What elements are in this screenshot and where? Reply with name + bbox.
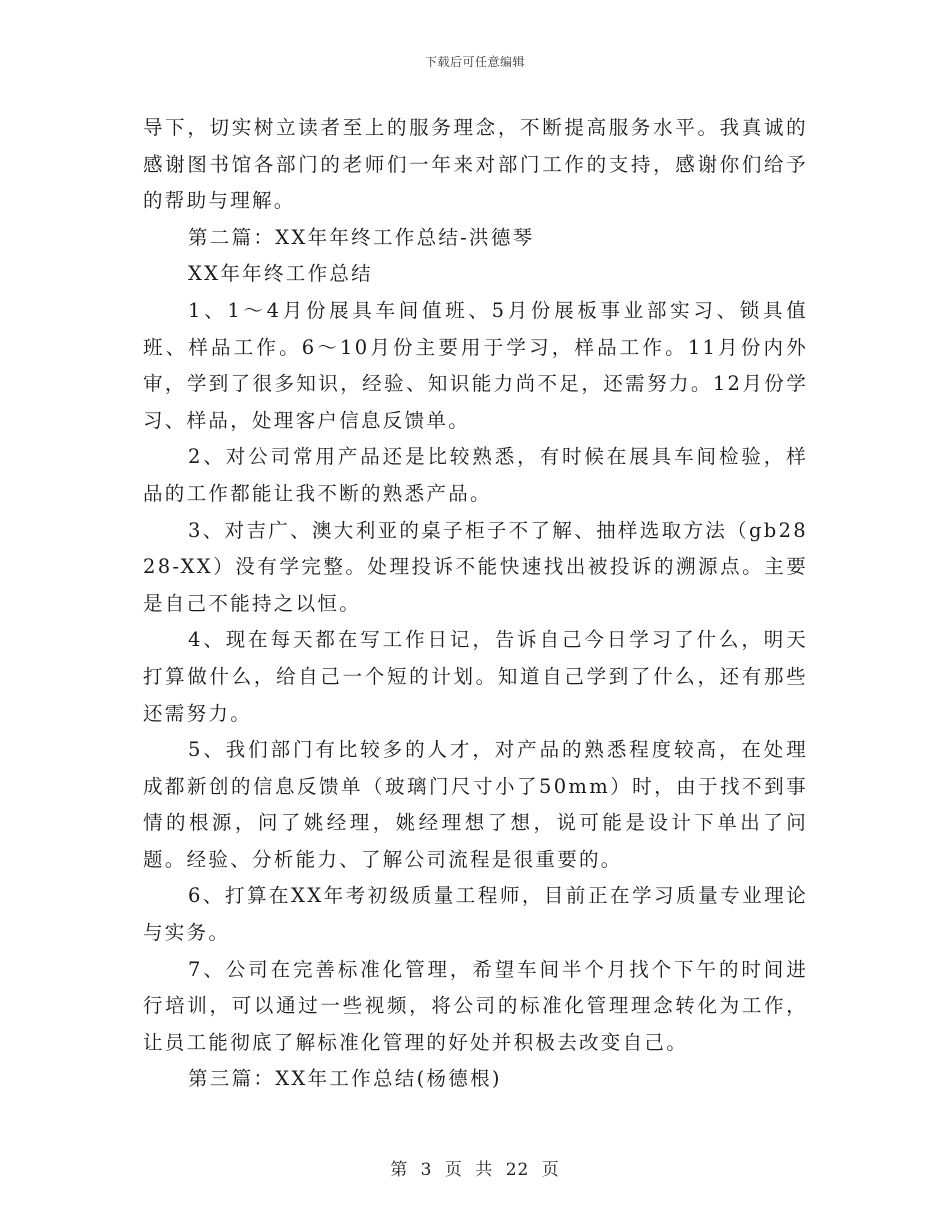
page-number-footer: 第 3 页 共 22 页 xyxy=(390,1160,560,1180)
section-heading: 第二篇：XX年年终工作总结-洪德琴 xyxy=(188,225,535,249)
page-header: 下载后可任意编辑 xyxy=(424,55,525,69)
paragraph: 4、现在每天都在写工作日记，告诉自己今日学习了什么，明天打算做什么，给自己一个短的计划。知道自己学到了什么，还有那些还需努力。 xyxy=(143,628,808,725)
paragraph: 1、1～4月份展具车间值班、5月份展板事业部实习、锁具值班、样品工作。6～10月份主要用于学习，样品工作。11月份内外审，学到了很多知识，经验、知识能力尚不足，还需努力。12月份学习、样品，处理客户信息反馈单。 xyxy=(143,298,808,432)
section-heading: 第三篇：XX年工作总结(杨德根) xyxy=(188,1067,502,1091)
paragraph: 3、对吉广、澳大利亚的桌子柜子不了解、抽样选取方法（gb2828-XX）没有学完整。处理投诉不能快速找出被投诉的溯源点。主要是自己不能持之以恒。 xyxy=(143,518,808,615)
paragraph: 导下，切实树立读者至上的服务理念，不断提高服务水平。我真诚的感谢图书馆各部门的老师们一年来对部门工作的支持，感谢你们给予的帮助与理解。 xyxy=(143,116,808,213)
section-subtitle: XX年年终工作总结 xyxy=(188,262,373,286)
document-body xyxy=(143,110,808,1098)
paragraph: 7、公司在完善标准化管理，希望车间半个月找个下午的时间进行培训，可以通过一些视频，将公司的标准化管理理念转化为工作，让员工能彻底了解标准化管理的好处并积极去改变自己。 xyxy=(143,957,808,1054)
paragraph: 5、我们部门有比较多的人才，对产品的熟悉程度较高，在处理成都新创的信息反馈单（玻璃门尺寸小了50mm）时，由于找不到事情的根源，问了姚经理，姚经理想了想，说可能是设计下单出了问题。经验、分析能力、了解公司流程是很重要的。 xyxy=(143,738,808,871)
paragraph: 2、对公司常用产品还是比较熟悉，有时候在展具车间检验，样品的工作都能让我不断的熟悉产品。 xyxy=(143,445,808,505)
paragraph: 6、打算在XX年考初级质量工程师，目前正在学习质量专业理论与实务。 xyxy=(143,884,808,945)
